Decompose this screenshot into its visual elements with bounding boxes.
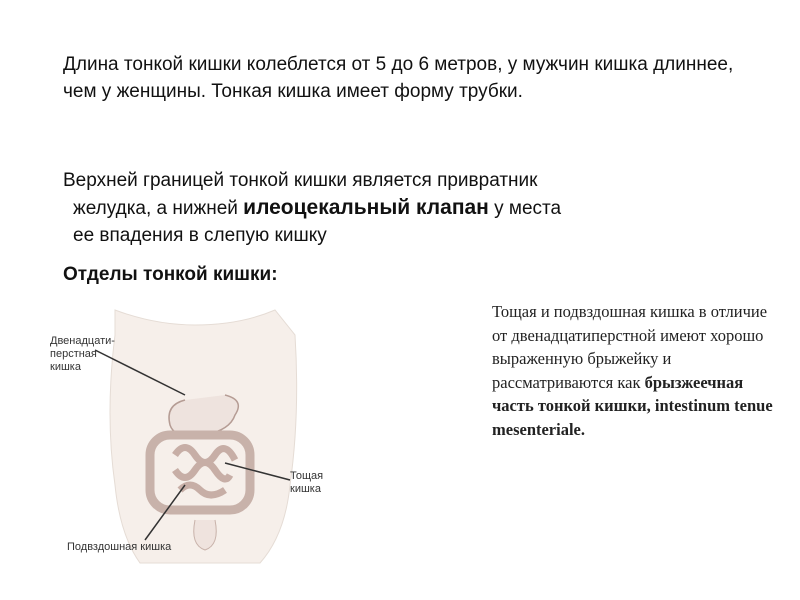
text: у места (488, 198, 562, 219)
label-line: перстная (50, 348, 97, 360)
ileum-label: Подвздошная кишка (67, 541, 172, 553)
label-line: Тощая (290, 470, 324, 482)
boundary-line-3: ее впадения в слепую кишку (73, 225, 327, 246)
mesenteric-description (492, 300, 782, 441)
mesenteric-term: брызжеечная часть тонкой кишки, intestinum tenue mesenteriale. (492, 372, 773, 439)
duodenum-label (50, 335, 115, 374)
intestine-illustration (45, 305, 345, 565)
boundary-line-2 (63, 194, 743, 222)
label-line: кишка (290, 483, 321, 495)
label-line: Двенадцати- (50, 335, 115, 347)
jejunum-label (290, 470, 323, 496)
intro-paragraph: Длина тонкой кишки колеблется от 5 до 6 метров, у мужчин кишка длиннее, чем у женщины. Тонкая кишка имеет форму трубки. (63, 54, 734, 102)
boundary-line-1: Верхней границей тонкой кишки является привратник (63, 170, 538, 191)
text: Тощая и подвздошная кишка в отличие от двенадцатиперстной имеют хорошо выраженную брыжейку и рассматриваются как (492, 302, 768, 392)
section-heading: Отделы тонкой кишки: (63, 264, 278, 285)
boundary-paragraph (63, 167, 743, 249)
label-line: кишка (50, 361, 81, 373)
ileocecal-valve-term: илеоцекальный клапан (243, 196, 489, 219)
text: желудка, а нижней (73, 198, 244, 219)
